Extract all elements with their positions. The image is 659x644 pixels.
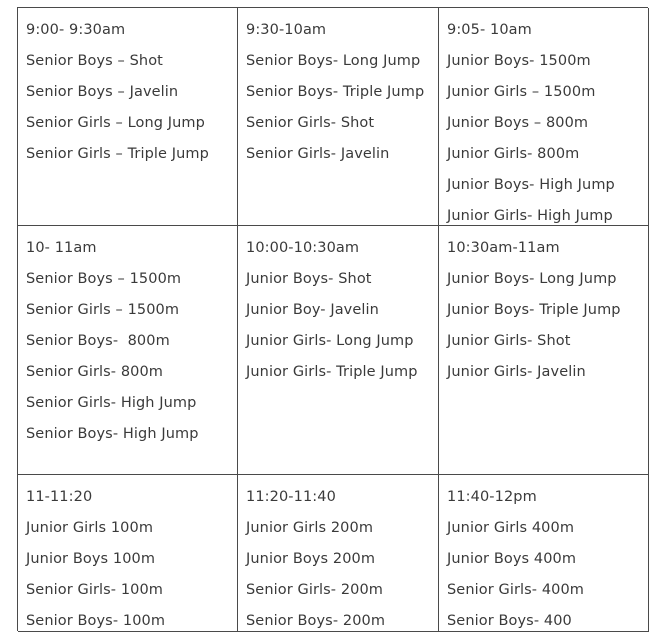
event-item: Senior Girls- High Jump [26, 395, 197, 411]
table-cell [18, 226, 238, 475]
event-item: Junior Boys- Shot [246, 271, 372, 287]
table-cell [238, 8, 439, 226]
table-cell [18, 475, 238, 632]
event-item: Senior Boys- 400 [447, 613, 572, 629]
event-item: Senior Girls- 200m [246, 582, 384, 598]
event-item: Junior Girls – 1500m [447, 84, 596, 100]
event-item: Junior Girls- Triple Jump [246, 364, 418, 380]
event-item: Junior Girls- Javelin [447, 364, 586, 380]
event-item: Senior Boys- 200m [246, 613, 386, 629]
event-item: Senior Girls- 800m [26, 364, 164, 380]
time-slot: 10:00-10:30am [246, 240, 360, 256]
event-item: Senior Girls- Shot [246, 115, 375, 131]
event-item: Junior Boys 400m [447, 551, 577, 567]
time-slot: 11:20-11:40 [246, 489, 336, 505]
event-item: Junior Girls- Long Jump [246, 333, 414, 349]
event-item: Senior Girls- Javelin [246, 146, 390, 162]
event-item: Senior Boys- Triple Jump [246, 84, 425, 100]
table-cell [18, 8, 238, 226]
time-slot: 10:30am-11am [447, 240, 560, 256]
event-item: Junior Girls- 800m [447, 146, 580, 162]
schedule-table [17, 7, 648, 631]
event-item: Senior Boys – Shot [26, 53, 163, 69]
event-item: Junior Boys 200m [246, 551, 376, 567]
event-item: Junior Boys – 800m [447, 115, 589, 131]
time-slot: 9:30-10am [246, 22, 327, 38]
event-item: Junior Boy- Javelin [246, 302, 379, 318]
event-item: Junior Boys- High Jump [447, 177, 615, 193]
table-cell [238, 226, 439, 475]
time-slot: 11-11:20 [26, 489, 93, 505]
event-item: Senior Boys – Javelin [26, 84, 179, 100]
event-item: Senior Boys- 100m [26, 613, 166, 629]
time-slot: 10- 11am [26, 240, 97, 256]
event-item: Senior Girls- 100m [26, 582, 164, 598]
event-item: Junior Girls- High Jump [447, 208, 613, 224]
event-item: Senior Boys- 800m [26, 333, 170, 349]
time-slot: 11:40-12pm [447, 489, 537, 505]
event-item: Junior Boys- Long Jump [447, 271, 617, 287]
event-item: Senior Girls- 400m [447, 582, 585, 598]
event-item: Junior Boys- 1500m [447, 53, 591, 69]
table-cell [439, 8, 649, 226]
table-cell [439, 475, 649, 632]
event-item: Junior Girls 200m [246, 520, 374, 536]
event-item: Senior Girls – Triple Jump [26, 146, 209, 162]
event-item: Junior Boys 100m [26, 551, 156, 567]
time-slot: 9:05- 10am [447, 22, 532, 38]
event-item: Junior Girls 400m [447, 520, 575, 536]
table-cell [439, 226, 649, 475]
event-item: Junior Girls- Shot [447, 333, 571, 349]
event-item: Senior Boys – 1500m [26, 271, 182, 287]
event-item: Junior Girls 100m [26, 520, 154, 536]
event-item: Junior Boys- Triple Jump [447, 302, 621, 318]
table-cell [238, 475, 439, 632]
event-item: Senior Boys- Long Jump [246, 53, 421, 69]
time-slot: 9:00- 9:30am [26, 22, 126, 38]
event-item: Senior Girls – 1500m [26, 302, 180, 318]
event-item: Senior Boys- High Jump [26, 426, 199, 442]
event-item: Senior Girls – Long Jump [26, 115, 205, 131]
